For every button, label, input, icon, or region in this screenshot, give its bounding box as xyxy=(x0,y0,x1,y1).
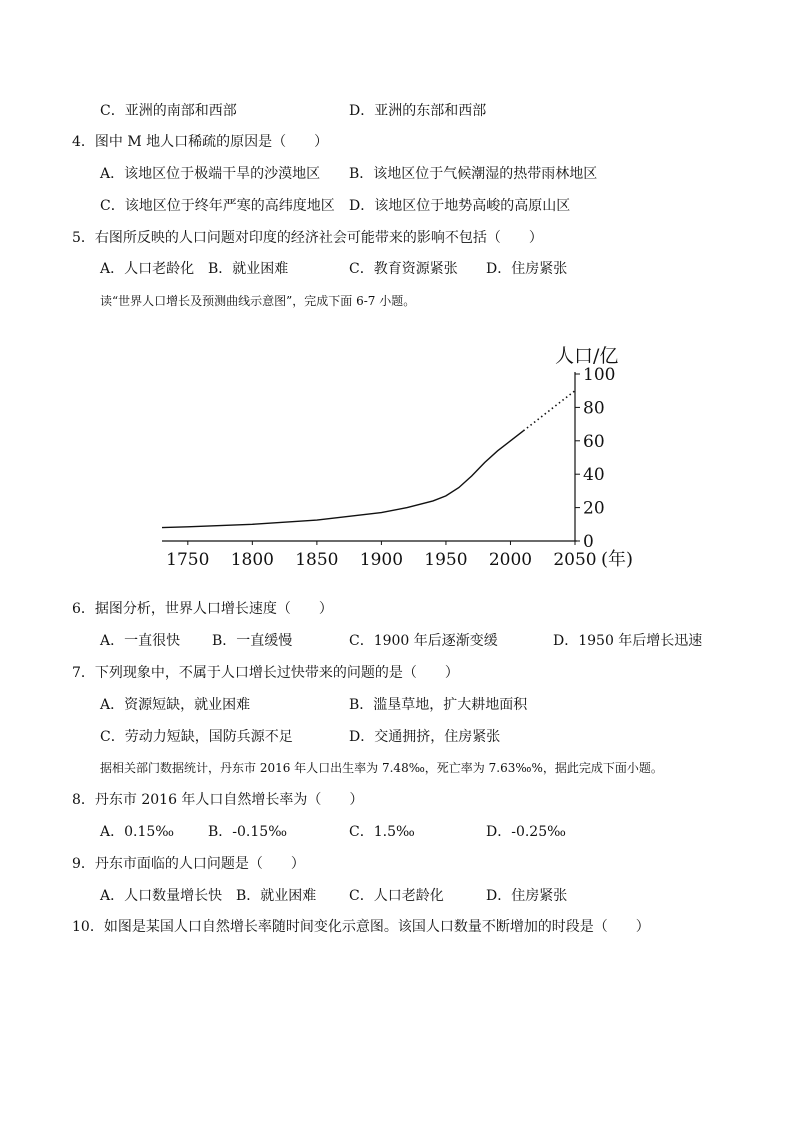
intro-6-7: 读“世界人口增长及预测曲线示意图”，完成下面 6-7 小题。 xyxy=(100,294,416,308)
q4-option-d: D．该地区位于地势高峻的高原山区 xyxy=(349,198,571,214)
q9-option-d: D．住房紧张 xyxy=(486,888,568,904)
q4-stem: 4．图中 M 地人口稀疏的原因是（ ） xyxy=(72,134,329,150)
q5-option-b: B．就业困难 xyxy=(208,261,289,277)
q5-option-c: C．教育资源紧张 xyxy=(349,261,458,277)
x-axis-label: (年) xyxy=(601,549,634,570)
q8-option-b: B．-0.15‰ xyxy=(208,824,287,840)
q9-option-c: C．人口老龄化 xyxy=(349,888,444,904)
x-tick-label: 1900 xyxy=(359,550,404,570)
q7-option-b: B．滥垦草地，扩大耕地面积 xyxy=(349,697,528,713)
q8-option-a: A．0.15‰ xyxy=(100,824,175,840)
q7-option-d: D．交通拥挤，住房紧张 xyxy=(349,729,501,745)
q6-option-c: C．1900 年后逐渐变缓 xyxy=(349,633,498,649)
x-tick-label: 1800 xyxy=(230,550,274,570)
q9-stem: 9．丹东市面临的人口问题是（ ） xyxy=(72,856,305,872)
q5-stem: 5．右图所反映的人口问题对印度的经济社会可能带来的影响不包括（ ） xyxy=(72,230,543,246)
x-tick-label: 1750 xyxy=(166,550,210,570)
q6-option-a: A．一直很快 xyxy=(100,633,181,649)
q8-option-d: D．-0.25‰ xyxy=(486,824,566,840)
y-tick-label: 100 xyxy=(583,365,616,385)
q8-stem: 8．丹东市 2016 年人口自然增长率为（ ） xyxy=(72,792,364,808)
q7-option-a: A．资源短缺，就业困难 xyxy=(100,697,251,713)
q4-option-c: C．该地区位于终年严寒的高纬度地区 xyxy=(100,198,335,214)
q9-option-b: B．就业困难 xyxy=(236,888,317,904)
y-tick-label: 80 xyxy=(583,398,605,419)
q9-option-a: A．人口数量增长快 xyxy=(100,888,223,904)
q6-stem: 6．据图分析，世界人口增长速度（ ） xyxy=(72,601,333,617)
intro-8-9: 据相关部门数据统计，丹东市 2016 年人口出生率为 7.48‰，死亡率为 7.63‰%，据此完成下面小题。 xyxy=(100,761,663,775)
q3-option-c: C．亚洲的南部和西部 xyxy=(100,103,237,119)
projection-line xyxy=(523,391,575,431)
q10-stem: 10．如图是某国人口自然增长率随时间变化示意图。该国人口数量不断增加的时段是（ ） xyxy=(72,919,650,935)
q8-option-c: C．1.5‰ xyxy=(349,824,415,840)
population-chart xyxy=(150,336,650,576)
x-tick-label: 1850 xyxy=(295,550,339,570)
y-axis-label: 人口/亿 xyxy=(555,345,619,367)
q7-stem: 7．下列现象中，不属于人口增长过快带来的问题的是（ ） xyxy=(72,665,459,681)
x-tick-label: 1950 xyxy=(424,550,468,570)
q7-option-c: C．劳动力短缺，国防兵源不足 xyxy=(100,729,293,745)
y-tick-label: 20 xyxy=(583,498,605,519)
y-tick-label: 0 xyxy=(583,532,594,552)
q5-option-a: A．人口老龄化 xyxy=(100,261,195,277)
q5-option-d: D．住房紧张 xyxy=(486,261,568,277)
q3-option-d: D．亚洲的东部和西部 xyxy=(349,103,487,119)
q6-option-b: B．一直缓慢 xyxy=(212,633,293,649)
q6-option-d: D．1950 年后增长迅速 xyxy=(553,633,703,649)
y-tick-label: 60 xyxy=(583,431,605,452)
x-tick-label: 2050 xyxy=(553,550,597,570)
population-line xyxy=(162,431,523,528)
y-tick-label: 40 xyxy=(583,465,605,486)
q4-option-b: B．该地区位于气候潮湿的热带雨林地区 xyxy=(349,166,598,182)
q4-option-a: A．该地区位于极端干旱的沙漠地区 xyxy=(100,166,321,182)
x-tick-label: 2000 xyxy=(488,550,533,570)
